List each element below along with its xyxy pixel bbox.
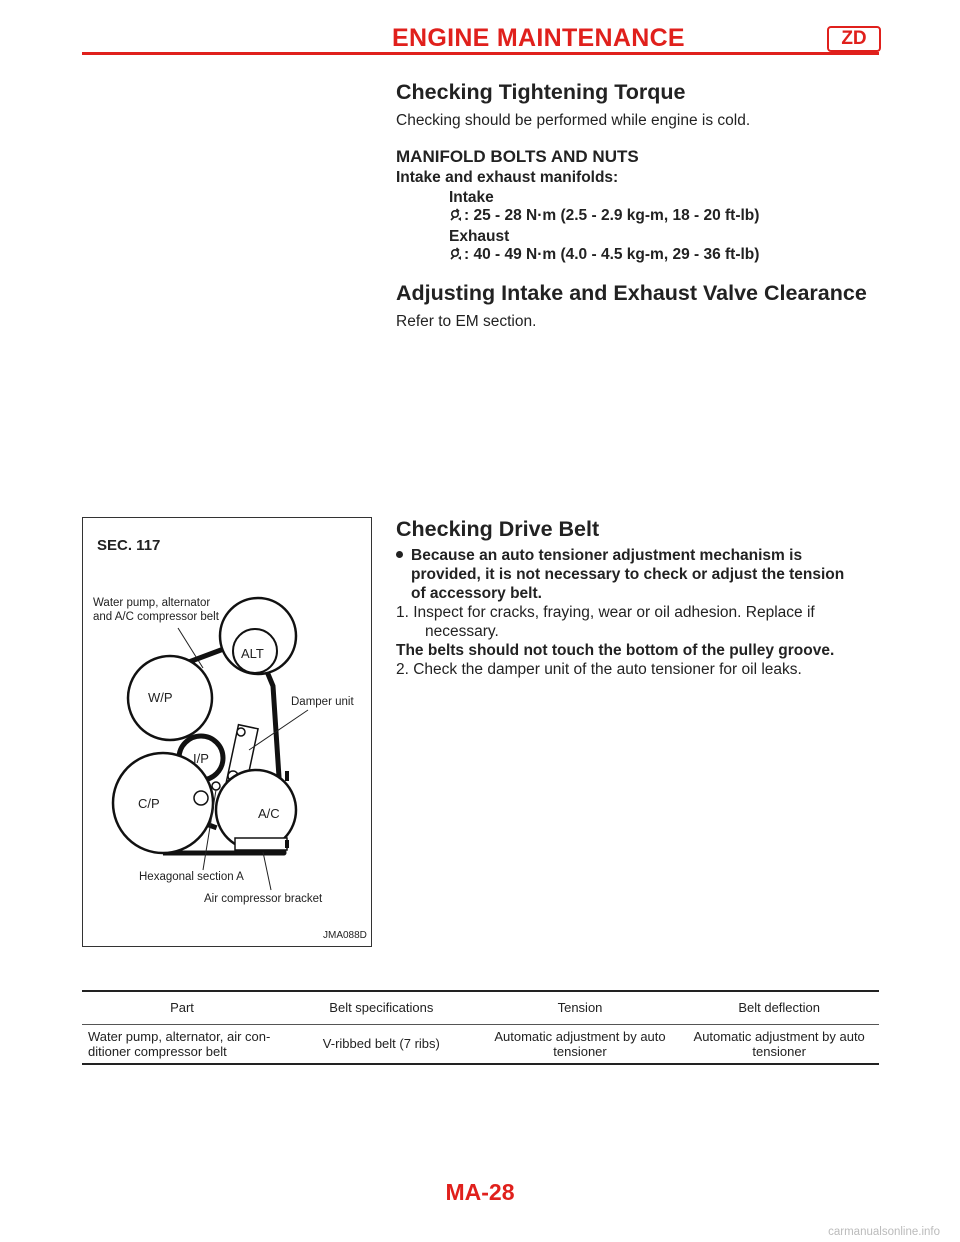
col-tension: Tension <box>557 1000 603 1016</box>
torque-wrench-icon <box>449 208 462 222</box>
cell-spec: V-ribbed belt (7 ribs) <box>322 1036 440 1052</box>
belt-warning: The belts should not touch the bottom of the pulley groove. <box>396 642 835 659</box>
belt-routing-figure <box>82 517 372 947</box>
belt-label-2: and A/C compressor belt <box>93 611 219 623</box>
manifold-label: Intake and exhaust manifolds: <box>396 169 619 186</box>
exhaust-label: Exhaust <box>449 228 510 245</box>
page-number: MA-28 <box>445 1179 515 1205</box>
ip-label: I/P <box>193 751 209 766</box>
exhaust-torque-value: : 40 - 49 N·m (4.0 - 4.5 kg-m, 29 - 36 ft-lb) <box>464 246 760 263</box>
section-number: SEC. 117 <box>97 537 161 554</box>
col-part: Part <box>170 1000 194 1016</box>
cp-label: C/P <box>138 796 160 811</box>
belt-step1-cont: necessary. <box>425 623 499 640</box>
ac-label: A/C <box>258 806 280 821</box>
header-rule <box>82 52 879 55</box>
engine-code-badge: ZD <box>827 26 881 52</box>
manifold-subheading: MANIFOLD BOLTS AND NUTS <box>396 147 639 166</box>
page-header-title: ENGINE MAINTENANCE <box>392 24 685 52</box>
hex-label: Hexagonal section A <box>139 871 244 883</box>
cell-part: Water pump, alternator, air con- ditioner compressor belt <box>88 1028 271 1059</box>
table-header-row <box>82 991 879 1024</box>
col-spec: Belt specifications <box>329 1000 434 1016</box>
belt-step1: 1. Inspect for cracks, fraying, wear or oil adhesion. Replace if <box>396 604 815 621</box>
col-deflection: Belt deflection <box>738 1000 820 1016</box>
valve-note: Refer to EM section. <box>396 313 537 330</box>
hex-section <box>212 782 220 790</box>
exhaust-torque <box>449 246 759 264</box>
bullet-text-1: Because an auto tensioner adjustment mechanism is <box>411 547 803 564</box>
belt-bullet-line1 <box>396 547 802 565</box>
compressor-bracket <box>235 838 287 850</box>
bracket-label: Air compressor bracket <box>204 893 323 905</box>
damper-label: Damper unit <box>291 696 354 708</box>
intake-torque <box>449 207 759 225</box>
valve-heading: Adjusting Intake and Exhaust Valve Clearance <box>396 281 867 305</box>
belt-heading: Checking Drive Belt <box>396 517 600 541</box>
figure-code: JMA088D <box>323 930 367 941</box>
belt-routing-diagram <box>83 518 370 945</box>
bullet-icon <box>396 551 403 558</box>
belt-step2: 2. Check the damper unit of the auto tensioner for oil leaks. <box>396 661 802 678</box>
torque-wrench-icon <box>449 247 462 261</box>
table-row <box>82 1024 879 1064</box>
belt-bullet-line3: of accessory belt. <box>411 585 542 602</box>
belt-bullet-line2: provided, it is not necessary to check or adjust the tension <box>411 566 845 583</box>
alt-label: ALT <box>241 646 264 661</box>
torque-heading: Checking Tightening Torque <box>396 80 686 104</box>
cell-tension: Automatic adjustment by auto tensioner <box>494 1028 666 1059</box>
intake-torque-value: : 25 - 28 N·m (2.5 - 2.9 kg-m, 18 - 20 ft-lb) <box>464 207 760 224</box>
intake-label: Intake <box>449 189 494 206</box>
cell-deflection: Automatic adjustment by auto tensioner <box>693 1028 865 1059</box>
wp-label: W/P <box>148 690 173 705</box>
belt-label-1: Water pump, alternator <box>93 597 211 609</box>
watermark: carmanualsonline.info <box>828 1226 940 1238</box>
torque-note: Checking should be performed while engine is cold. <box>396 112 751 129</box>
belt-spec-table <box>82 990 879 1065</box>
